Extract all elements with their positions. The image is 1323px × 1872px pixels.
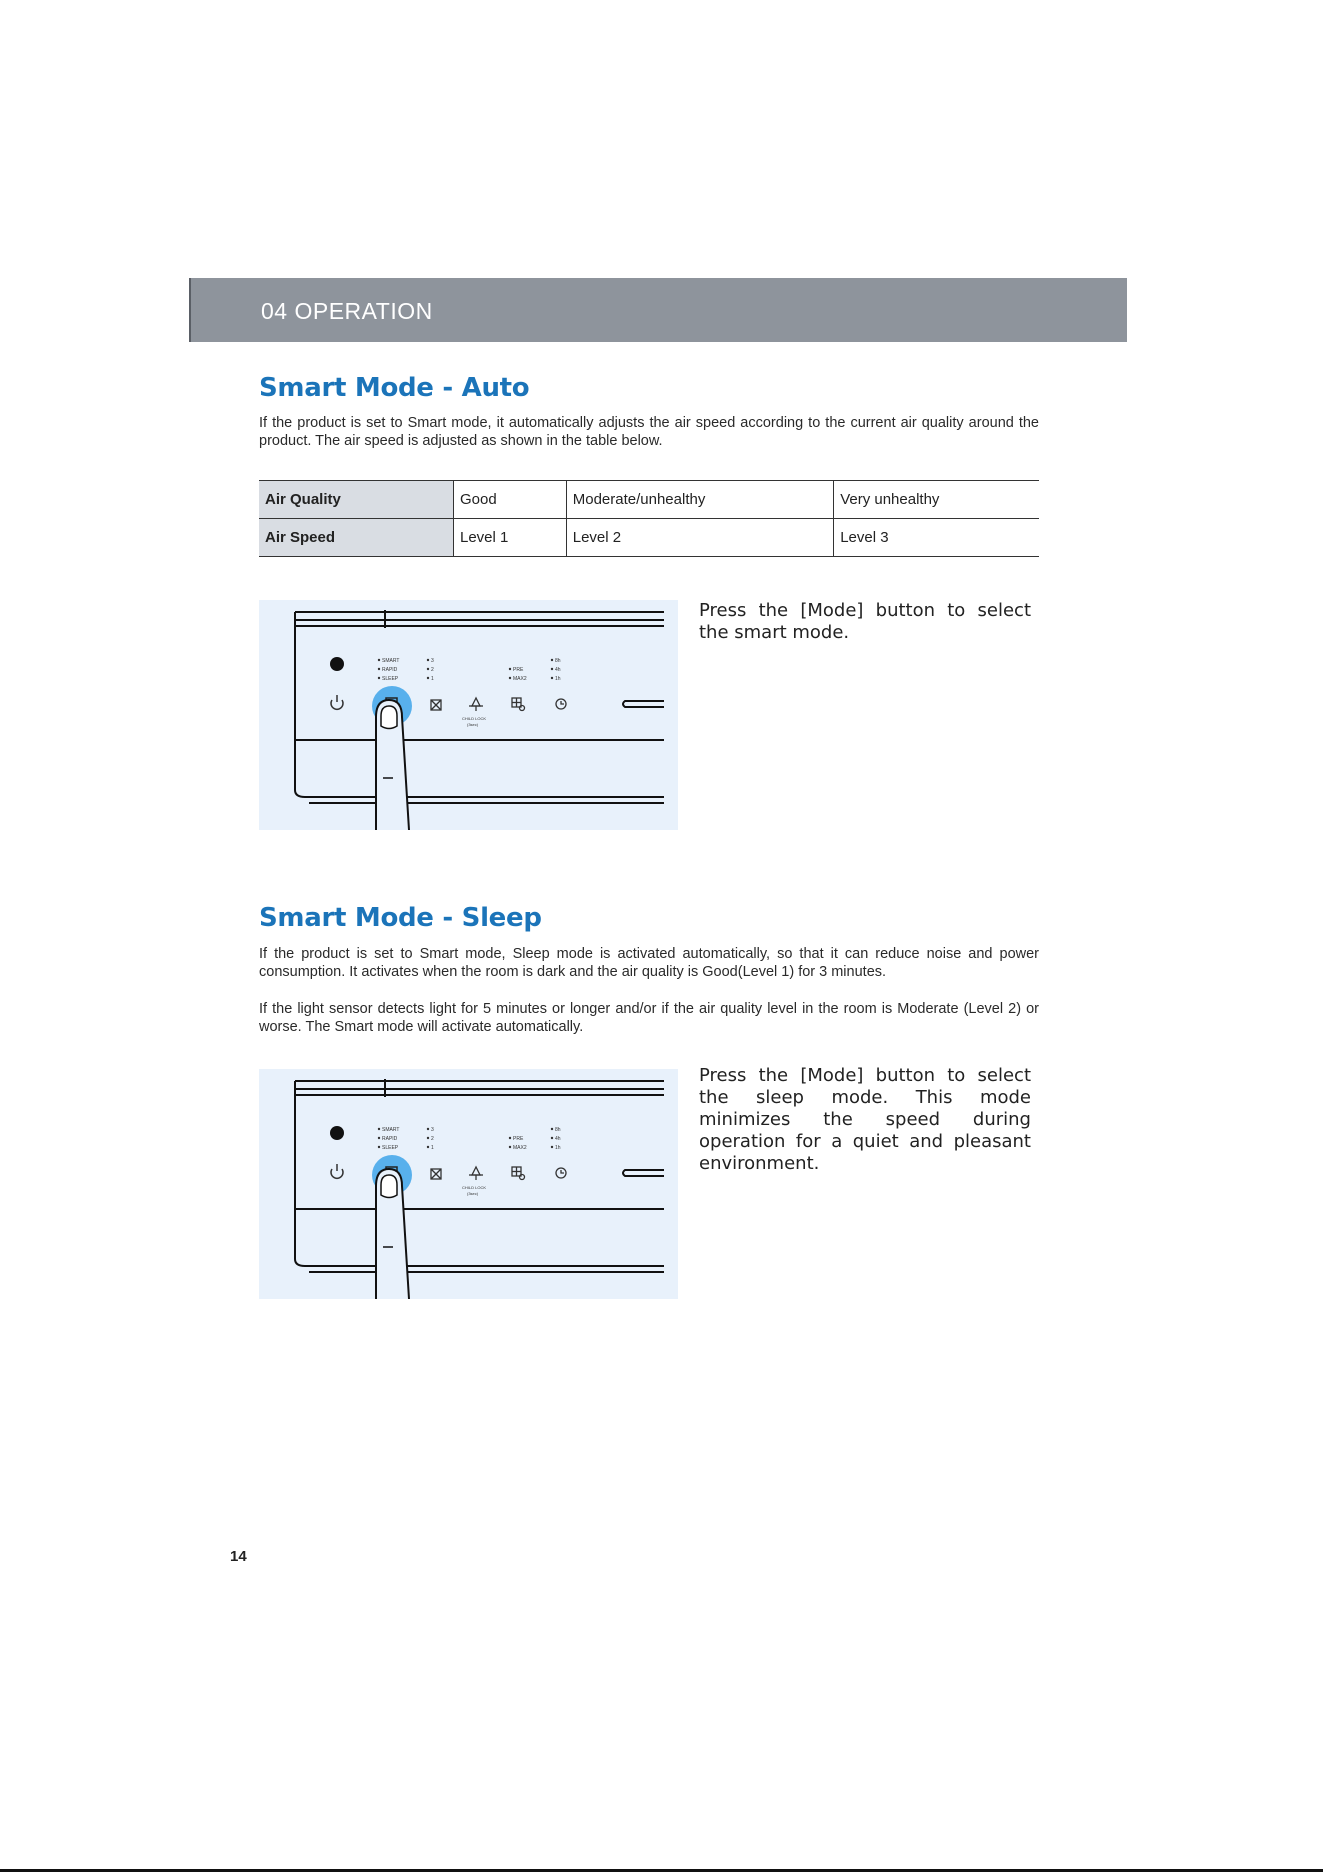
speed-label: 3 — [431, 658, 434, 664]
section-header-bar — [189, 278, 1127, 342]
sleep-section-body-1: If the product is set to Smart mode, Sleep mode is activated automatically, so that it can reduce noise and power consumption. It activates when the room is dark and the air quality is Good(Level 1) for 3 minutes. — [259, 946, 1039, 980]
fan-speed-icon — [431, 1169, 441, 1179]
timer-label: 4h — [555, 1136, 561, 1142]
auto-section-title: Smart Mode - Auto — [259, 373, 530, 403]
air-quality-table — [259, 480, 1039, 557]
child-lock-label: CHILD LOCK — [462, 716, 487, 721]
control-panel-illustration-sleep — [259, 1069, 678, 1299]
table-row-label: Air Speed — [259, 519, 454, 557]
mode-label: SMART — [382, 1127, 400, 1133]
table-cell: Very unhealthy — [834, 481, 1039, 519]
filter-label: PRE — [513, 667, 524, 673]
timer-icon — [556, 1168, 566, 1178]
auto-section-body: If the product is set to Smart mode, it automatically adjusts the air speed according to the current air quality around the product. The air speed is adjusted as shown in the table below. — [259, 415, 1039, 449]
mode-label: SLEEP — [382, 676, 399, 682]
filter-label: MAX2 — [513, 1145, 527, 1151]
speed-label: 3 — [431, 1127, 434, 1133]
timer-label: 8h — [555, 658, 561, 664]
auto-instruction-text: Press the [Mode] button to select the smart mode. — [699, 600, 1031, 643]
sleep-section-title: Smart Mode - Sleep — [259, 903, 542, 933]
sleep-instruction-text: Press the [Mode] button to select the sleep mode. This mode minimizes the speed during operation for a quiet and pleasant environment. — [699, 1065, 1031, 1174]
timer-icon — [556, 699, 566, 709]
table-row — [259, 481, 1039, 519]
speed-label: 1 — [431, 1145, 434, 1151]
speed-label: 1 — [431, 676, 434, 682]
table-cell: Level 2 — [566, 519, 833, 557]
page-number: 14 — [230, 1548, 247, 1565]
table-cell: Moderate/unhealthy — [566, 481, 833, 519]
sleep-section-body-2: If the light sensor detects light for 5 minutes or longer and/or if the air quality level in the room is Moderate (Level 2) or worse. The Smart mode will activate automatically. — [259, 1001, 1039, 1035]
child-lock-sub-label: (3sec) — [467, 722, 479, 727]
mode-label: RAPID — [382, 667, 398, 673]
child-lock-sub-label: (3sec) — [467, 1191, 479, 1196]
timer-label: 1h — [555, 676, 561, 682]
power-icon — [331, 1164, 343, 1178]
table-row-label: Air Quality — [259, 481, 454, 519]
table-row — [259, 519, 1039, 557]
control-panel-illustration-auto — [259, 600, 678, 830]
filter-icon — [512, 1167, 525, 1180]
table-cell: Level 3 — [834, 519, 1039, 557]
timer-label: 1h — [555, 1145, 561, 1151]
section-header-title: 04 OPERATION — [261, 298, 433, 324]
child-lock-label: CHILD LOCK — [462, 1185, 487, 1190]
speed-label: 2 — [431, 1136, 434, 1142]
filter-label: MAX2 — [513, 676, 527, 682]
table-cell: Good — [454, 481, 567, 519]
light-icon — [469, 698, 483, 711]
table-cell: Level 1 — [454, 519, 567, 557]
mode-label: RAPID — [382, 1136, 398, 1142]
mode-label: SMART — [382, 658, 400, 664]
power-icon — [331, 695, 343, 709]
filter-icon — [512, 698, 525, 711]
timer-label: 8h — [555, 1127, 561, 1133]
light-icon — [469, 1167, 483, 1180]
filter-label: PRE — [513, 1136, 524, 1142]
fan-speed-icon — [431, 700, 441, 710]
timer-label: 4h — [555, 667, 561, 673]
speed-label: 2 — [431, 667, 434, 673]
mode-label: SLEEP — [382, 1145, 399, 1151]
